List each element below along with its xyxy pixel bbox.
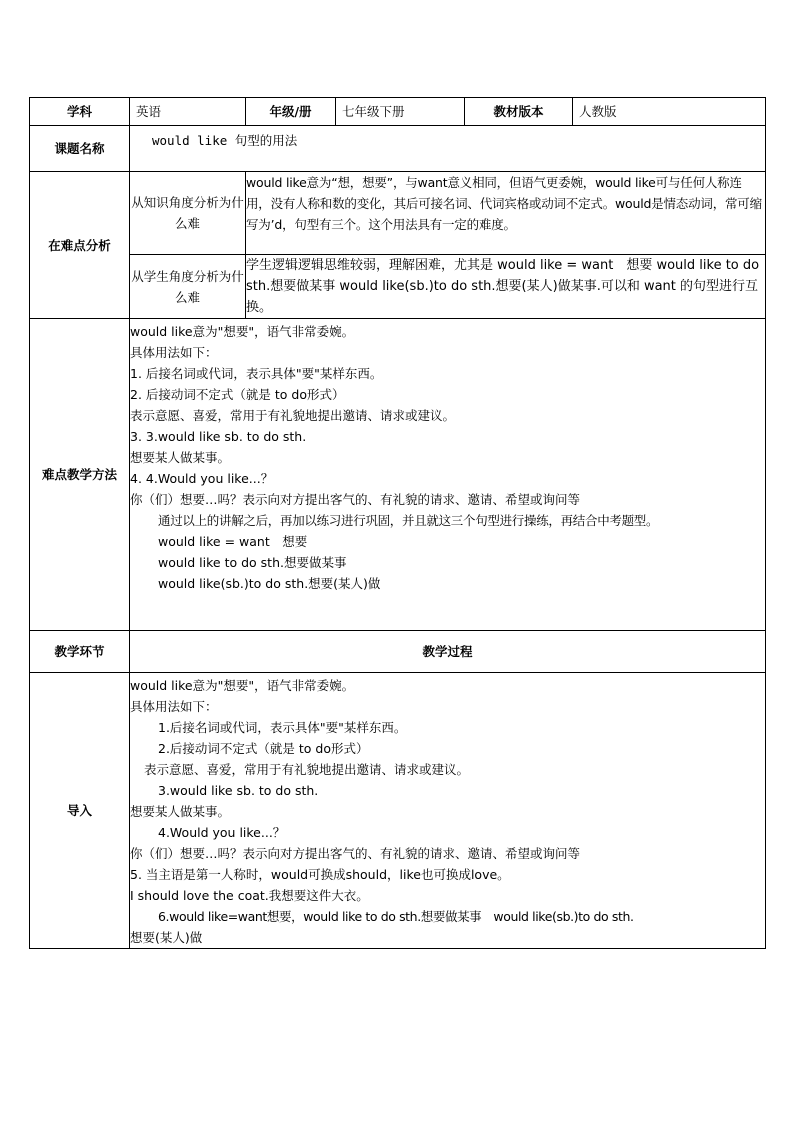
method-line: 通过以上的讲解之后，再加以练习进行巩固，并且就这三个句型进行操练，再结合中考题型。 — [158, 513, 659, 528]
intro-label: 导入 — [30, 673, 130, 949]
header-row — [30, 98, 766, 126]
method-label: 难点教学方法 — [30, 319, 130, 631]
intro-line: I should love the coat.我想要这件大衣。 — [130, 888, 369, 903]
intro-line: 4.Would you like...？ — [158, 825, 286, 840]
student-angle-text: 学生逻辑逻辑思维较弱，理解困难，尤其是 would like = want 想要 would like to do sth.想要做某事 would like(sb.)to do sth.想要(某人)做某事.可以和 want 的句型进行互换。 — [246, 255, 766, 319]
subject-value: 英语 — [130, 98, 246, 126]
intro-line: 2.后接动词不定式（就是 to do形式） — [158, 741, 369, 756]
intro-line: 6.would like=want想要，would like to do sth.想要做某事 would like(sb.)to do sth. — [158, 909, 634, 924]
process-label: 教学过程 — [130, 631, 766, 673]
method-line: 3. 3.would like sb. to do sth. — [130, 429, 307, 444]
intro-line: 想要(某人)做 — [130, 930, 203, 945]
edition-label: 教材版本 — [465, 98, 573, 126]
subject-label: 学科 — [30, 98, 130, 126]
difficulty-student-row — [30, 255, 766, 319]
edition-value: 人教版 — [573, 98, 766, 126]
method-line: would like to do sth.想要做某事 — [158, 555, 347, 570]
process-header-row — [30, 631, 766, 673]
student-angle-label: 从学生角度分析为什么难 — [130, 255, 246, 319]
method-line: 4. 4.Would you like...？ — [130, 471, 274, 486]
method-line: 1. 后接名词或代词，表示具体"要"某样东西。 — [130, 366, 383, 381]
topic-row — [30, 126, 766, 172]
method-row — [30, 319, 766, 631]
grade-label: 年级/册 — [246, 98, 336, 126]
topic-text: would like 句型的用法 — [152, 133, 298, 148]
grade-value: 七年级下册 — [336, 98, 465, 126]
method-line: 具体用法如下： — [130, 345, 218, 360]
intro-line: 3.would like sb. to do sth. — [158, 783, 319, 798]
difficulty-knowledge-row — [30, 172, 766, 255]
method-content — [130, 319, 766, 631]
knowledge-angle-text: would like意为“想，想要”，与want意义相同，但语气更委婉，would like可与任何人称连用，没有人称和数的变化，其后可接名词、代词宾格或动词不定式。would是情态动词，常可缩写为’d，句型有三个。这个用法具有一定的难度。 — [246, 172, 766, 255]
difficulty-label: 在难点分析 — [30, 172, 130, 319]
intro-line: would like意为"想要"，语气非常委婉。 — [130, 678, 355, 693]
method-line: would like意为"想要"，语气非常委婉。 — [130, 324, 355, 339]
method-line: 表示意愿、喜爱，常用于有礼貌地提出邀请、请求或建议。 — [130, 408, 456, 423]
intro-content — [130, 673, 766, 949]
intro-line: 1.后接名词或代词，表示具体"要"某样东西。 — [158, 720, 407, 735]
method-line: 2. 后接动词不定式（就是 to do形式） — [130, 387, 345, 402]
method-line: would like(sb.)to do sth.想要(某人)做 — [158, 576, 381, 591]
topic-value — [130, 126, 766, 172]
lesson-plan-table — [29, 97, 766, 949]
intro-line: 想要某人做某事。 — [130, 804, 231, 819]
method-line: 你（们）想要…吗？表示向对方提出客气的、有礼貌的请求、邀请、希望或询问等 — [130, 492, 581, 507]
topic-label: 课题名称 — [30, 126, 130, 172]
method-line: would like = want 想要 — [158, 534, 308, 549]
intro-line: 具体用法如下： — [130, 699, 218, 714]
intro-line: 5. 当主语是第一人称时，would可换成should，like也可换成love。 — [130, 867, 510, 882]
knowledge-angle-label: 从知识角度分析为什么难 — [130, 172, 246, 255]
stage-label: 教学环节 — [30, 631, 130, 673]
intro-line: 你（们）想要…吗？表示向对方提出客气的、有礼貌的请求、邀请、希望或询问等 — [130, 846, 581, 861]
intro-line: 表示意愿、喜爱，常用于有礼貌地提出邀请、请求或建议。 — [144, 762, 470, 777]
intro-row — [30, 673, 766, 949]
method-line: 想要某人做某事。 — [130, 450, 231, 465]
